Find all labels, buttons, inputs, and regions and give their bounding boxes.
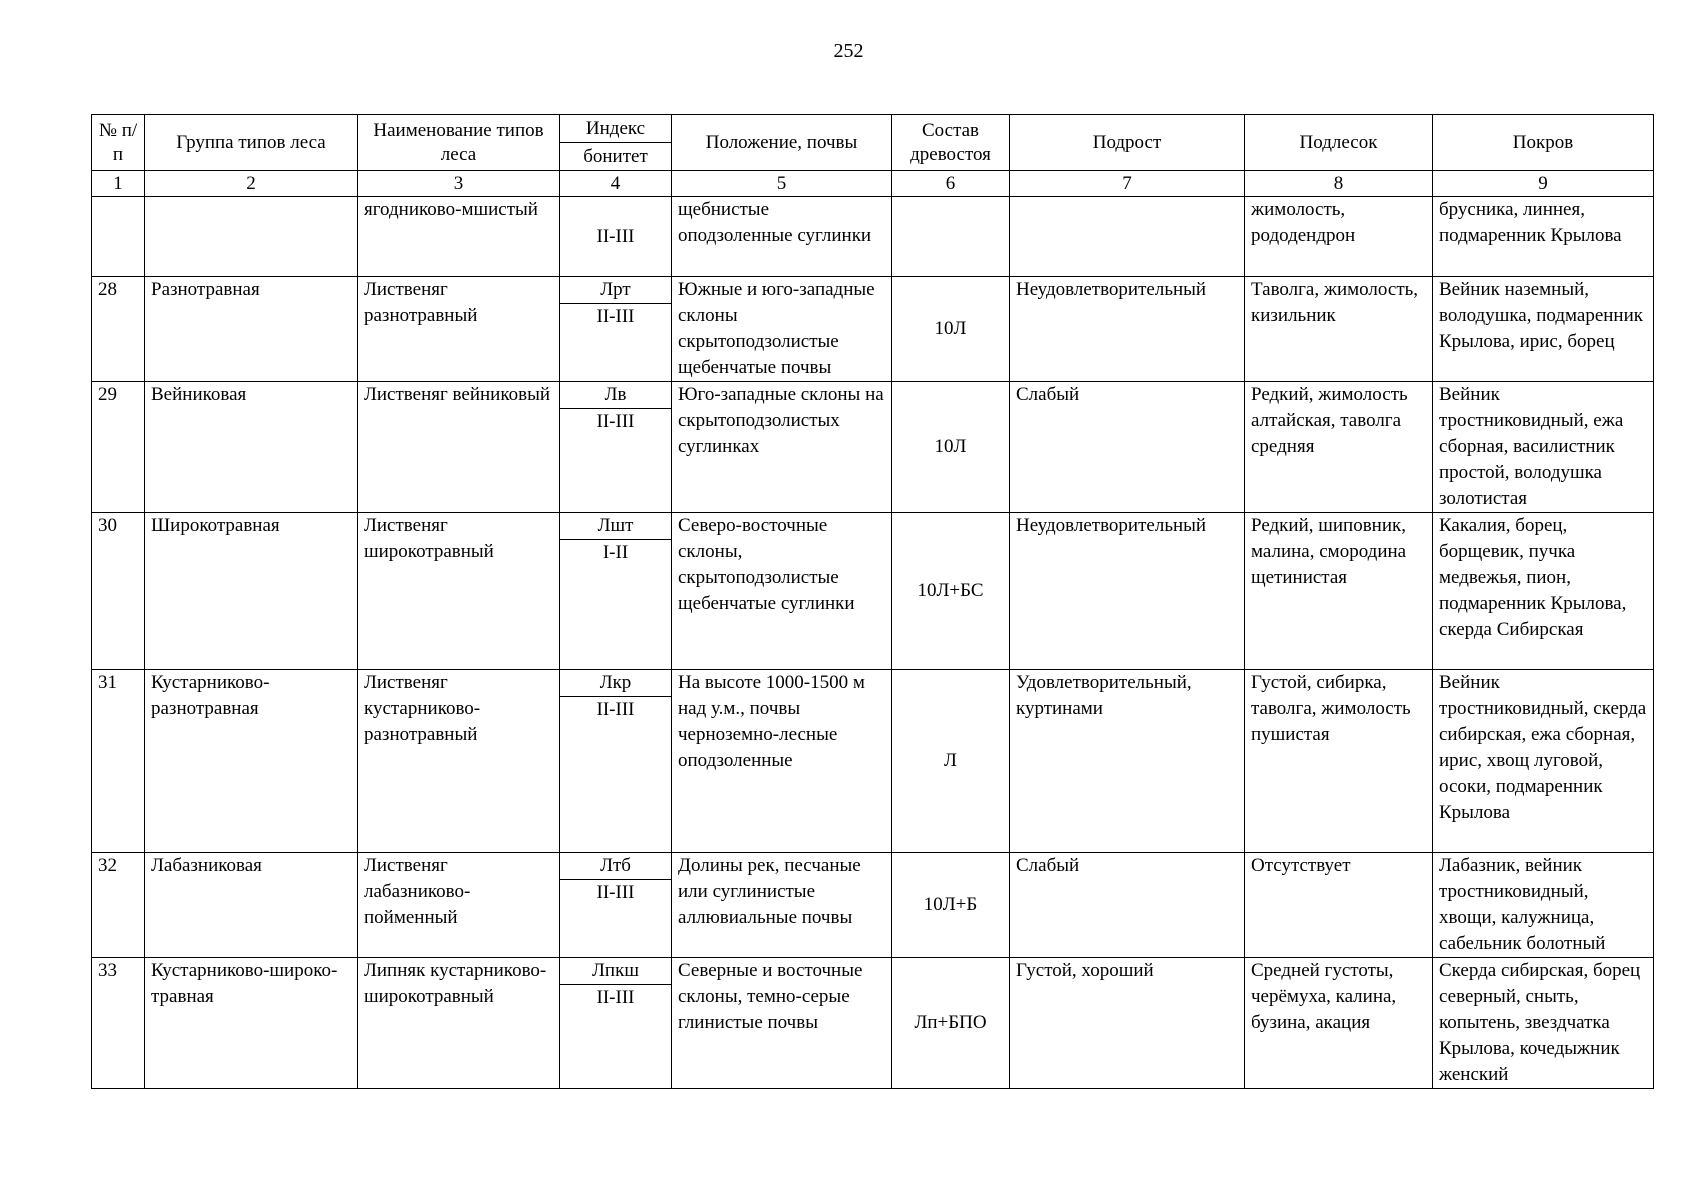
row-podlesok: Средней густоты, черёмуха, калина, бузина, акация — [1245, 958, 1433, 1089]
row-name: Лиственяг кустарниково-разнотравный — [358, 670, 560, 853]
column-number: 8 — [1245, 171, 1433, 197]
table-row — [92, 513, 1654, 540]
row-position: Северо-восточные склоны, скрытоподзолистые щебенчатые суглинки — [672, 513, 892, 670]
row-index: Лтб — [560, 853, 672, 880]
row-position: Северные и восточные склоны, темно-серые глинистые почвы — [672, 958, 892, 1089]
row-position: Южные и юго-западные склоны скрытоподзолистые щебенчатые почвы — [672, 277, 892, 382]
header-pokrov: Покров — [1433, 115, 1654, 171]
row-num: 30 — [92, 513, 145, 670]
row-podrost: Слабый — [1010, 853, 1245, 958]
row-index: Лпкш — [560, 958, 672, 985]
row-composition: Лп+БПО — [892, 958, 1010, 1089]
row-podrost: Удовлетворительный, куртинами — [1010, 670, 1245, 853]
row-group: Лабазниковая — [145, 853, 358, 958]
row-pokrov: брусника, линнея, подмаренник Крылова — [1433, 197, 1654, 277]
row-composition: 10Л — [892, 382, 1010, 513]
row-num: 29 — [92, 382, 145, 513]
row-index: Лшт — [560, 513, 672, 540]
row-position: Юго-западные склоны на скрытоподзолистых суглинках — [672, 382, 892, 513]
row-podlesok: Отсутствует — [1245, 853, 1433, 958]
row-num: 33 — [92, 958, 145, 1089]
header-position: Положение, почвы — [672, 115, 892, 171]
row-group: Кустарниково-разнотравная — [145, 670, 358, 853]
header-num: № п/п — [92, 115, 145, 171]
header-composition: Состав древостоя — [892, 115, 1010, 171]
row-podlesok: Густой, сибирка, таволга, жимолость пушистая — [1245, 670, 1433, 853]
row-composition: 10Л — [892, 277, 1010, 382]
row-name: Лиственяг широкотравный — [358, 513, 560, 670]
column-numbers-row — [92, 171, 1654, 197]
row-bonitet: II-III — [560, 697, 672, 853]
row-num: 28 — [92, 277, 145, 382]
row-composition: Л — [892, 670, 1010, 853]
column-number: 5 — [672, 171, 892, 197]
forest-types-table — [91, 114, 1654, 1089]
header-group: Группа типов леса — [145, 115, 358, 171]
row-position: На высоте 1000-1500 м над у.м., почвы черноземно-лесные оподзоленные — [672, 670, 892, 853]
column-number: 9 — [1433, 171, 1654, 197]
row-podrost: Густой, хороший — [1010, 958, 1245, 1089]
row-bonitet: II-III — [560, 880, 672, 958]
row-podlesok: Таволга, жимолость, кизильник — [1245, 277, 1433, 382]
row-name: Лиственяг разнотравный — [358, 277, 560, 382]
row-num: 32 — [92, 853, 145, 958]
row-pokrov: Вейник тростниковидный, ежа сборная, василистник простой, володушка золотистая — [1433, 382, 1654, 513]
row-position: Долины рек, песчаные или суглинистые аллювиальные почвы — [672, 853, 892, 958]
row-composition: 10Л+БС — [892, 513, 1010, 670]
row-podlesok: Редкий, шиповник, малина, смородина щетинистая — [1245, 513, 1433, 670]
header-bonitet: бонитет — [560, 143, 672, 171]
column-number: 1 — [92, 171, 145, 197]
row-name: Липняк кустарниково-широкотравный — [358, 958, 560, 1089]
table-row — [92, 277, 1654, 304]
row-name: Лиственяг вейниковый — [358, 382, 560, 513]
row-num — [92, 197, 145, 277]
table-row — [92, 382, 1654, 409]
column-number: 7 — [1010, 171, 1245, 197]
row-name: ягодниково-мшистый — [358, 197, 560, 277]
row-pokrov: Вейник тростниковидный, скерда сибирская, ежа сборная, ирис, хвощ луговой, осоки, подмаренник Крылова — [1433, 670, 1654, 853]
column-number: 3 — [358, 171, 560, 197]
table-row — [92, 197, 1654, 277]
column-number: 2 — [145, 171, 358, 197]
page-number: 252 — [833, 40, 864, 62]
row-podrost — [1010, 197, 1245, 277]
row-group: Широкотравная — [145, 513, 358, 670]
row-group: Разнотравная — [145, 277, 358, 382]
row-bonitet: II-III — [560, 985, 672, 1089]
row-podrost: Неудовлетворительный — [1010, 513, 1245, 670]
row-podrost: Неудовлетворительный — [1010, 277, 1245, 382]
row-bonitet: I-II — [560, 540, 672, 670]
row-index: Лкр — [560, 670, 672, 697]
row-index: Лрт — [560, 277, 672, 304]
row-composition — [892, 197, 1010, 277]
table-row — [92, 958, 1654, 985]
header-name: Наименование типов леса — [358, 115, 560, 171]
row-pokrov: Лабазник, вейник тростниковидный, хвощи, калужница, сабельник болотный — [1433, 853, 1654, 958]
table-row — [92, 670, 1654, 697]
row-group — [145, 197, 358, 277]
row-podlesok: жимолость, рододендрон — [1245, 197, 1433, 277]
row-position: щебнистые оподзоленные суглинки — [672, 197, 892, 277]
row-podrost: Слабый — [1010, 382, 1245, 513]
row-group: Кустарниково-широко-травная — [145, 958, 358, 1089]
row-pokrov: Скерда сибирская, борец северный, сныть, копытень, звездчатка Крылова, кочедыжник женский — [1433, 958, 1654, 1089]
row-bonitet: II-III — [560, 197, 672, 277]
row-bonitet: II-III — [560, 409, 672, 513]
row-index: Лв — [560, 382, 672, 409]
row-bonitet: II-III — [560, 304, 672, 382]
row-num: 31 — [92, 670, 145, 853]
column-number: 4 — [560, 171, 672, 197]
column-number: 6 — [892, 171, 1010, 197]
row-pokrov: Вейник наземный, володушка, подмаренник Крылова, ирис, борец — [1433, 277, 1654, 382]
row-pokrov: Какалия, борец, борщевик, пучка медвежья, пион, подмаренник Крылова, скерда Сибирская — [1433, 513, 1654, 670]
header-index: Индекс — [560, 115, 672, 143]
header-podrost: Подрост — [1010, 115, 1245, 171]
row-composition: 10Л+Б — [892, 853, 1010, 958]
header-podlesok: Подлесок — [1245, 115, 1433, 171]
row-name: Лиственяг лабазниково-пойменный — [358, 853, 560, 958]
row-podlesok: Редкий, жимолость алтайская, таволга средняя — [1245, 382, 1433, 513]
row-group: Вейниковая — [145, 382, 358, 513]
table-row — [92, 853, 1654, 880]
